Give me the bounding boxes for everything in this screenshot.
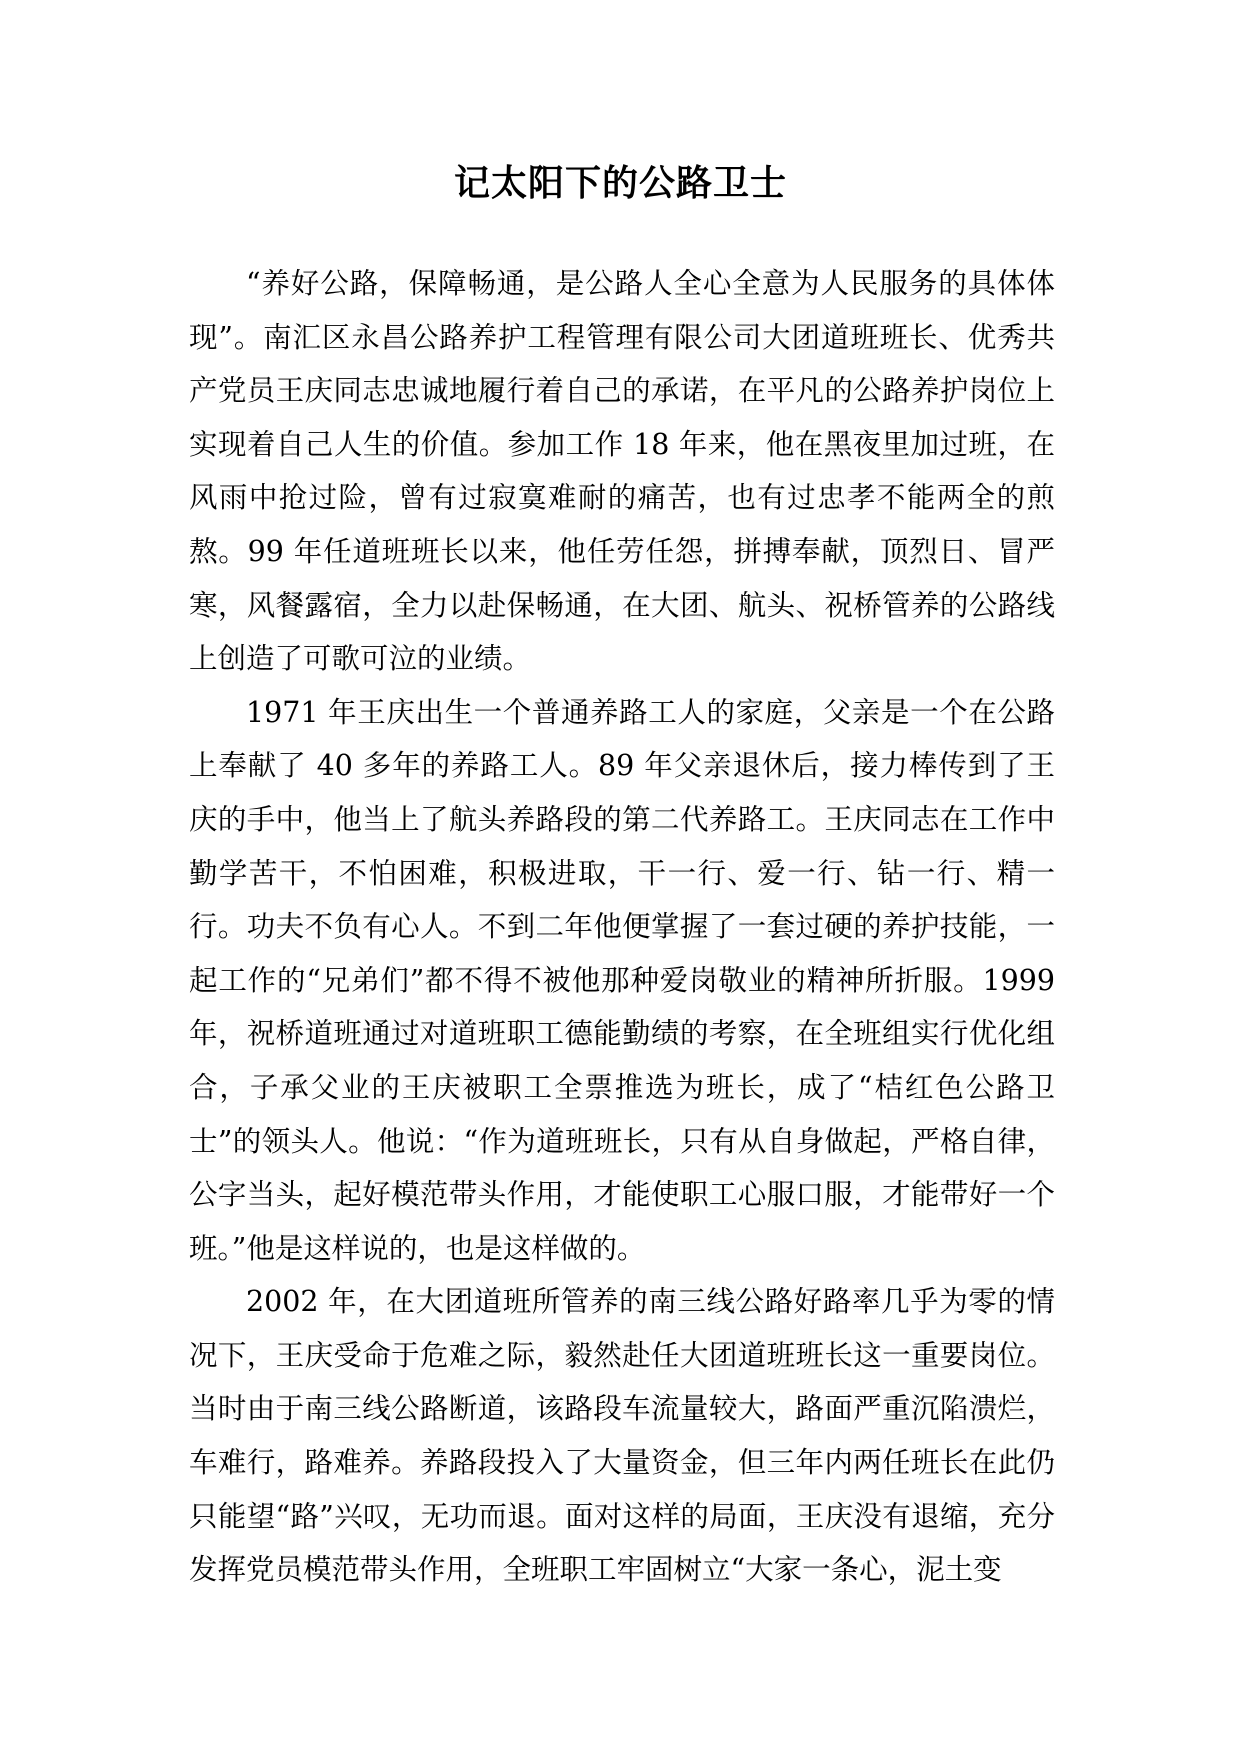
- paragraph-3: 2002 年，在大团道班所管养的南三线公路好路率几乎为零的情况下，王庆受命于危难之际，毅然赴任大团道班班长这一重要岗位。当时由于南三线公路断道，该路段车流量较大，路面严重沉陷溃烂，车难行，路难养。养路段投入了大量资金，但三年内两任班长在此仍只能望“路”兴叹，无功而退。面对这样的局面，王庆没有退缩，充分发挥党员模范带头作用，全班职工牢固树立“大家一条心，泥土变: [189, 1285, 1055, 1587]
- document-title: 记太阳下的公路卫士: [453, 162, 787, 204]
- document-body: [189, 257, 1055, 1597]
- paragraph-1: “养好公路，保障畅通，是公路人全心全意为人民服务的具体体现”。南汇区永昌公路养护工程管理有限公司大团道班班长、优秀共产党员王庆同志忠诚地履行着自己的承诺，在平凡的公路养护岗位上实现着自己人生的价值。参加工作 18 年来，他在黑夜里加过班，在风雨中抢过险，曾有过寂寞难耐的痛苦，也有过忠孝不能两全的煎熬。99 年任道班班长以来，他任劳任怨，拼搏奉献，顶烈日、冒严寒，风餐露宿，全力以赴保畅通，在大团、航头、祝桥管养的公路线上创造了可歌可泣的业绩。: [189, 267, 1055, 676]
- paragraph-2: 1971 年王庆出生一个普通养路工人的家庭，父亲是一个在公路上奉献了 40 多年的养路工人。89 年父亲退休后，接力棒传到了王庆的手中，他当上了航头养路段的第二代养路工。王庆同志在工作中勤学苦干，不怕困难，积极进取，干一行、爱一行、钻一行、精一行。功夫不负有心人。不到二年他便掌握了一套过硬的养护技能，一起工作的“兄弟们”都不得不被他那种爱岗敬业的精神所折服。1999 年，祝桥道班通过对道班职工德能勤绩的考察，在全班组实行优化组合，子承父业的王庆被职工全票推选为班长，成了“桔红色公路卫士”的领头人。他说：“作为道班班长，只有从自身做起，严格自律，公字当头，起好模范带头作用，才能使职工心服口服，才能带好一个班。”他是这样说的，也是这样做的。: [189, 695, 1055, 1265]
